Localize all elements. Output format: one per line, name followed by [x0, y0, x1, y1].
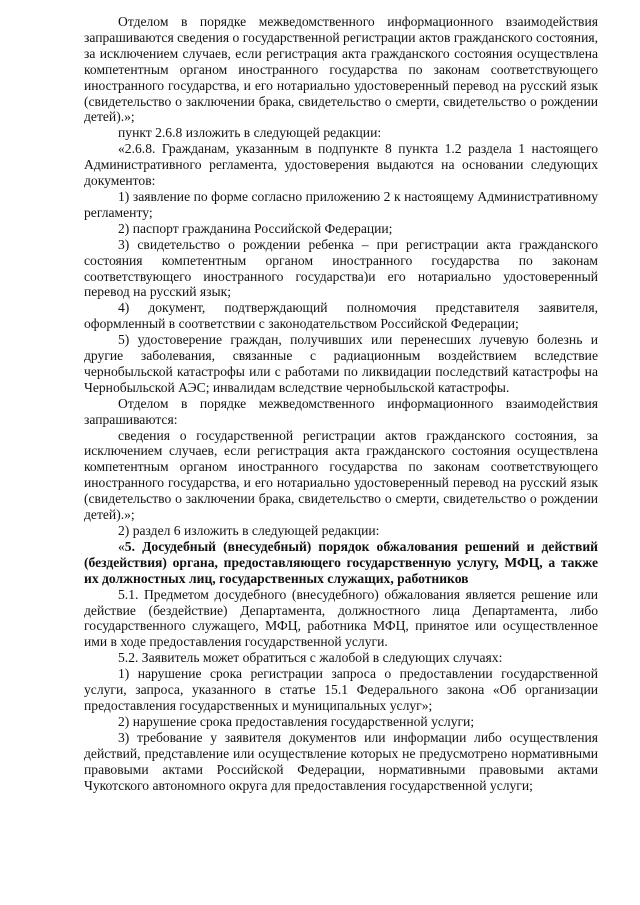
paragraph: Отделом в порядке межведомственного информационного взаимодействия запрашиваются: — [84, 395, 598, 427]
list-item: 2) нарушение срока предоставления государственной услуги; — [118, 713, 475, 729]
paragraph: сведения о государственной регистрации актов гражданского состояния, за исключением случаев, если регистрация акта гражданского состояния осуществлена компетентным органом иностранного государства по законам соответствующего иностранного государства, и его нотариально удостоверенный перевод на русский язык (свидетельство о заключении брака, свидетельство о смерти, свидетельство о рождении детей).»; — [84, 427, 598, 523]
paragraph: Отделом в порядке межведомственного информационного взаимодействия запрашиваются сведения о государственной регистрации актов гражданского состояния, за исключением случаев, если регистрация акта гражданского состояния осуществлена компетентным органом иностранного государства по законам соответствующего иностранного государства, и его нотариально удостоверенный перевод на русский язык (свидетельство о заключении брака, свидетельство о смерти, свидетельство о рождении детей).»; — [84, 14, 598, 125]
list-item: 2) паспорт гражданина Российской Федерации; — [118, 220, 393, 236]
paragraph: 5.2. Заявитель может обратиться с жалобой в следующих случаях: — [118, 650, 503, 666]
list-item: 5) удостоверение граждан, получивших или перенесших лучевую болезнь и другие заболевания, связанные с радиационным воздействием вследствие чернобыльской катастрофы или с работами по ликвидации последствий катастрофы на Чернобыльской АЭС; инвалидам вследствие чернобыльской катастрофы. — [84, 332, 598, 395]
paragraph: 5.1. Предметом досудебного (внесудебного) обжалования является решение или действие (бездействие) Департамента, должностного лица Департамента, либо государственного служащего, МФЦ, работника МФЦ, принятое или осуществленное ими в ходе предоставления государственной услуги. — [84, 586, 598, 650]
paragraph: пункт 2.6.8 изложить в следующей редакции: — [118, 125, 382, 141]
heading-text: 5. Досудебный (внесудебный) порядок обжалования решений и действий (бездействия) органа, предоставляющего государственную услугу, МФЦ, а также их должностных лиц, государственных служащих, работников — [84, 538, 598, 586]
heading-quote: « — [118, 538, 125, 554]
list-item: 4) документ, подтверждающий полномочия представителя заявителя, оформленный в соответствии с законодательством Российской Федерации; — [84, 300, 598, 332]
paragraph: «2.6.8. Гражданам, указанным в подпункте 8 пункта 1.2 раздела 1 настоящего Административного регламента, удостоверения выдаются на основании следующих документов: — [84, 141, 598, 189]
paragraph: 2) раздел 6 изложить в следующей редакции: — [118, 523, 380, 538]
list-item: 1) нарушение срока регистрации запроса о предоставлении государственной услуги, запроса, указанного в статье 15.1 Федерального закона «Об организации предоставления государственных и муниципальных услуг»; — [84, 666, 598, 713]
list-item: 1) заявление по форме согласно приложению 2 к настоящему Административному регламенту; — [84, 188, 598, 220]
list-item: 3) свидетельство о рождении ребенка – при регистрации акта гражданского состояния компетентным органом иностранного государства по законам соответствующего иностранного государства)и его нотариально удостоверенный перевод на русский язык; — [84, 236, 598, 300]
section-heading — [84, 539, 598, 587]
list-item: 3) требование у заявителя документов или информации либо осуществления действий, представление или осуществление которых не предусмотрено нормативными правовыми актами Российской Федерации, нормативными правовыми актами Чукотского автономного округа для предоставления государственной услуги; — [84, 729, 598, 793]
